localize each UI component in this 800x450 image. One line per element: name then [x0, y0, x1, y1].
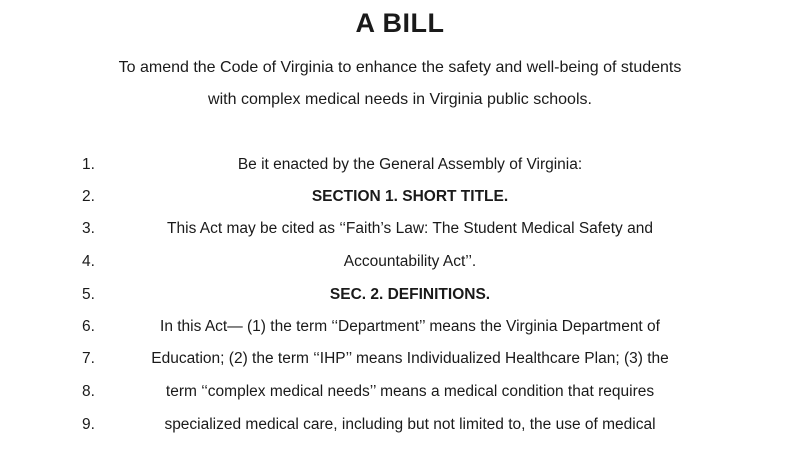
bill-line: [0, 188, 800, 210]
bill-line: [0, 253, 800, 275]
line-text: Be it enacted by the General Assembly of Virginia:: [237, 156, 583, 173]
line-number: 6.: [82, 318, 95, 335]
section-heading: SEC. 2. DEFINITIONS.: [329, 286, 491, 303]
line-number: 7.: [82, 350, 95, 367]
bill-line: [0, 318, 800, 340]
bill-title: A BILL: [355, 8, 445, 38]
line-number: 4.: [82, 253, 95, 270]
line-number: 1.: [82, 156, 95, 173]
line-number: 2.: [82, 188, 95, 205]
bill-line: [0, 220, 800, 242]
line-text: In this Act— (1) the term ‘‘Department’’ means the Virginia Department of: [160, 318, 660, 335]
bill-line: [0, 383, 800, 405]
line-number: 5.: [82, 286, 95, 303]
line-text: term ‘‘complex medical needs’’ means a medical condition that requires: [165, 383, 655, 400]
line-number: 9.: [82, 416, 95, 433]
preamble-line-2: with complex medical needs in Virginia public schools.: [208, 91, 592, 108]
line-text: Education; (2) the term ‘‘IHP’’ means Individualized Healthcare Plan; (3) the: [151, 350, 669, 367]
bill-line: [0, 350, 800, 372]
preamble-line-1: To amend the Code of Virginia to enhance the safety and well-being of students: [118, 59, 682, 76]
line-number: 8.: [82, 383, 95, 400]
line-text: This Act may be cited as ‘‘Faith’s Law: The Student Medical Safety and: [167, 220, 653, 237]
line-text: Accountability Act’’.: [343, 253, 477, 270]
line-text: specialized medical care, including but not limited to, the use of medical: [164, 416, 656, 433]
section-heading: SECTION 1. SHORT TITLE.: [311, 188, 509, 205]
bill-line: [0, 156, 800, 178]
bill-line: [0, 416, 800, 438]
line-number: 3.: [82, 220, 95, 237]
bill-line: [0, 286, 800, 308]
